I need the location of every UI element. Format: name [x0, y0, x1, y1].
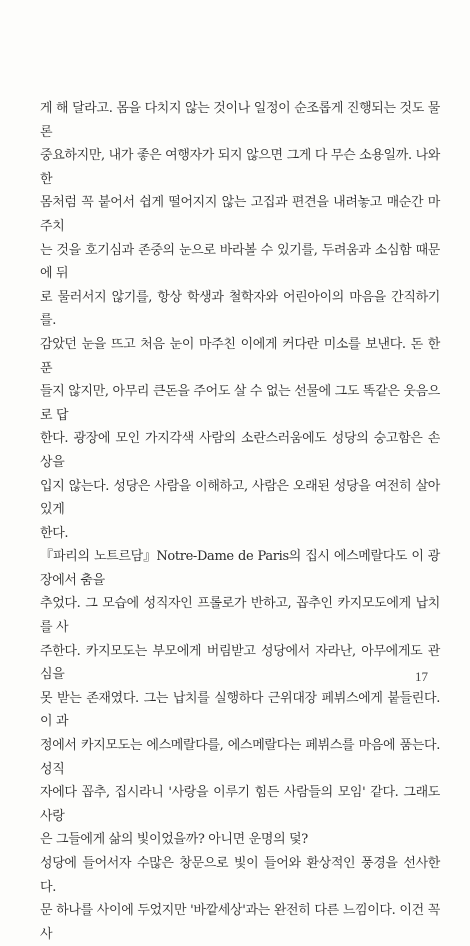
paragraph: 감았던 눈을 뜨고 처음 눈이 마주친 이에게 커다란 미소를 보낸다. 돈 한 푼 들지 않지만, 아무리 큰돈을 주어도 살 수 없는 선물에 그도 똑같은 웃음으로 답 한다. 광장에 모인 가지각색 사람의 소란스러움에도 성당의 숭고함은 손상을 입지 않는다. 성당은 사람을 이해하고, 사람은 오래된 성당을 여전히 살아 있게 한다. [40, 336, 440, 541]
paragraph: 『파리의 노트르담』Notre-Dame de Paris의 집시 에스메랄다도 이 광장에서 춤을 추었다. 그 모습에 성직자인 프롤로가 반하고, 꼽추인 카지모도에게 납치를 사 주한다. 카지모도는 부모에게 버림받고 성당에서 자라난, 아무에게도 관심을 못 받는 존재였다. 그는 납치를 실행하다 근위대장 페뷔스에게 붙들린다. 이 과 정에서 카지모도는 에스메랄다를, 에스메랄다는 페뷔스를 마음에 품는다. 성직 자에다 꼽추, 집시라니 '사랑을 이루기 힘든 사람들의 모임' 같다. 그래도 사랑 은 그들에게 삶의 빛이었을까? 아니면 운명의 덫? [40, 549, 440, 848]
paragraph: 게 해 달라고. 몸을 다치지 않는 것이나 일정이 순조롭게 진행되는 것도 물론 중요하지만, 내가 좋은 여행자가 되지 않으면 그게 다 무슨 소용일까. 나와 한 몸처럼 꼭 붙어서 쉽게 떨어지지 않는 고집과 편견을 내려놓고 매순간 마주치 는 것을 호기심과 존중의 눈으로 바라볼 수 있기를, 두려움과 소심함 때문에 뒤 로 물러서지 않기를, 항상 학생과 철학자와 어린아이의 마음을 간직하기를. [40, 101, 440, 329]
paragraph: 성당에 들어서자 수많은 창문으로 빛이 들어와 환상적인 풍경을 선사한다. 문 하나를 사이에 두었지만 '바깥세상'과는 완전히 다른 느낌이다. 이건 꼭 사 [40, 856, 440, 942]
body-text [40, 97, 440, 946]
page-number: 17 [415, 669, 428, 684]
